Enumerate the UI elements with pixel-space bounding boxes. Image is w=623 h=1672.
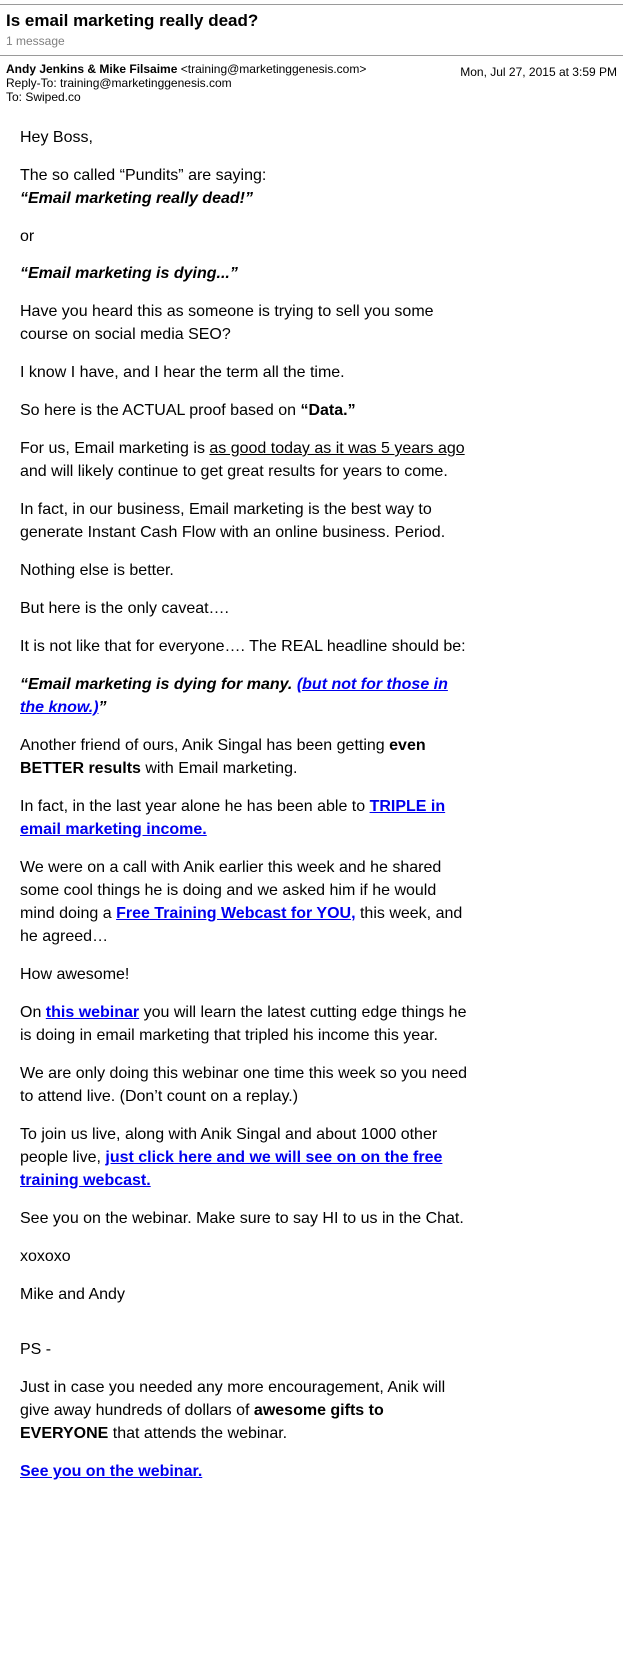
email-date: Mon, Jul 27, 2015 at 3:59 PM	[460, 65, 617, 79]
in-the-know-link[interactable]: (but not for those in the know.)	[20, 676, 448, 716]
top-divider	[0, 4, 623, 5]
triple-text: In fact, in the last year alone he has been able to	[20, 798, 370, 815]
quote-email-dead: “Email marketing really dead!”	[20, 190, 253, 207]
ps-label: PS -	[20, 1341, 52, 1358]
quote-dying-for-many	[20, 673, 470, 719]
paragraph-see-you: See you on the webinar. Make sure to say HI to us in the Chat.	[20, 1210, 464, 1227]
sender-email: <training@marketinggenesis.com>	[180, 62, 367, 76]
call-text: We were on a call with Anik earlier this week and he shared some cool things he is doing and we asked him if he would mind doing a	[20, 859, 442, 922]
ps-rest: that attends the webinar.	[108, 1425, 288, 1442]
webinar-on: On	[20, 1004, 46, 1021]
paragraph-final	[20, 1460, 470, 1483]
triple-income-link[interactable]: TRIPLE in email marketing income.	[20, 798, 446, 838]
for-us-text: For us, Email marketing is	[20, 440, 210, 457]
anik-text: Another friend of ours, Anik Singal has been getting	[20, 737, 390, 754]
paragraph-for-us	[20, 437, 470, 483]
quote-dying-text: “Email marketing is dying for many.	[20, 676, 297, 693]
webinar-rest: you will learn the latest cutting edge things he is doing in email marketing that tripled his income this year.	[20, 1004, 467, 1044]
quote-email-dying: “Email marketing is dying...”	[20, 265, 238, 282]
sender-name: Andy Jenkins & Mike Filsaime	[6, 62, 178, 76]
anik-rest: with Email marketing.	[140, 760, 298, 777]
for-us-rest: and will likely continue to get great results for years to come.	[20, 463, 448, 480]
paragraph-awesome: How awesome!	[20, 966, 130, 983]
paragraph-in-fact: In fact, in our business, Email marketing is the best way to generate Instant Cash Flow with an online business. Period.	[20, 501, 446, 541]
this-webinar-link[interactable]: this webinar	[45, 1004, 140, 1021]
paragraph-anik	[20, 734, 470, 780]
paragraph-proof	[20, 399, 470, 422]
paragraph-heard: Have you heard this as someone is trying to sell you some course on social media SEO?	[20, 303, 434, 343]
signature: Mike and Andy	[20, 1286, 125, 1303]
paragraph-ps	[20, 1376, 470, 1445]
quote-close: ”	[98, 699, 107, 716]
pundits-paragraph	[20, 164, 470, 210]
or-text: or	[20, 228, 35, 245]
paragraph-know: I know I have, and I hear the term all the time.	[20, 364, 345, 381]
call-rest: this week, and he agreed…	[20, 905, 463, 945]
greeting: Hey Boss,	[20, 129, 93, 146]
sender-line	[6, 62, 366, 76]
join-webcast-link[interactable]: just click here and we will see on on the free training webcast.	[20, 1149, 443, 1189]
paragraph-join	[20, 1123, 470, 1192]
data-emphasis: “Data.”	[300, 402, 356, 419]
underlined-claim: as good today as it was 5 years ago	[209, 440, 465, 457]
email-body	[20, 126, 470, 1498]
join-text: To join us live, along with Anik Singal and about 1000 other people live,	[20, 1126, 438, 1166]
paragraph-not-like: It is not like that for everyone…. The REAL headline should be:	[20, 638, 466, 655]
paragraph-caveat: But here is the only caveat….	[20, 600, 229, 617]
paragraph-nothing: Nothing else is better.	[20, 562, 174, 579]
paragraph-webinar	[20, 1001, 470, 1047]
email-subject: Is email marketing really dead?	[6, 11, 259, 30]
paragraph-triple	[20, 795, 470, 841]
pundits-line: The so called “Pundits” are saying:	[20, 167, 267, 184]
paragraph-once: We are only doing this webinar one time this week so you need to attend live. (Don’t count on a replay.)	[20, 1065, 468, 1105]
better-results-emphasis: even BETTER results	[20, 737, 426, 777]
proof-text: So here is the ACTUAL proof based on	[20, 402, 301, 419]
see-you-webinar-link[interactable]: See you on the webinar.	[20, 1463, 203, 1480]
free-training-webcast-link[interactable]: Free Training Webcast for YOU,	[116, 905, 356, 922]
reply-to-line: Reply-To: training@marketinggenesis.com	[6, 76, 232, 90]
message-count: 1 message	[6, 34, 65, 48]
sign-off-xoxo: xoxoxo	[20, 1248, 71, 1265]
header-divider	[0, 55, 623, 56]
to-line: To: Swiped.co	[6, 90, 81, 104]
ps-text: Just in case you needed any more encouragement, Anik will give away hundreds of dollars of	[20, 1379, 446, 1419]
gifts-emphasis: awesome gifts to EVERYONE	[20, 1402, 384, 1442]
paragraph-call	[20, 856, 470, 948]
